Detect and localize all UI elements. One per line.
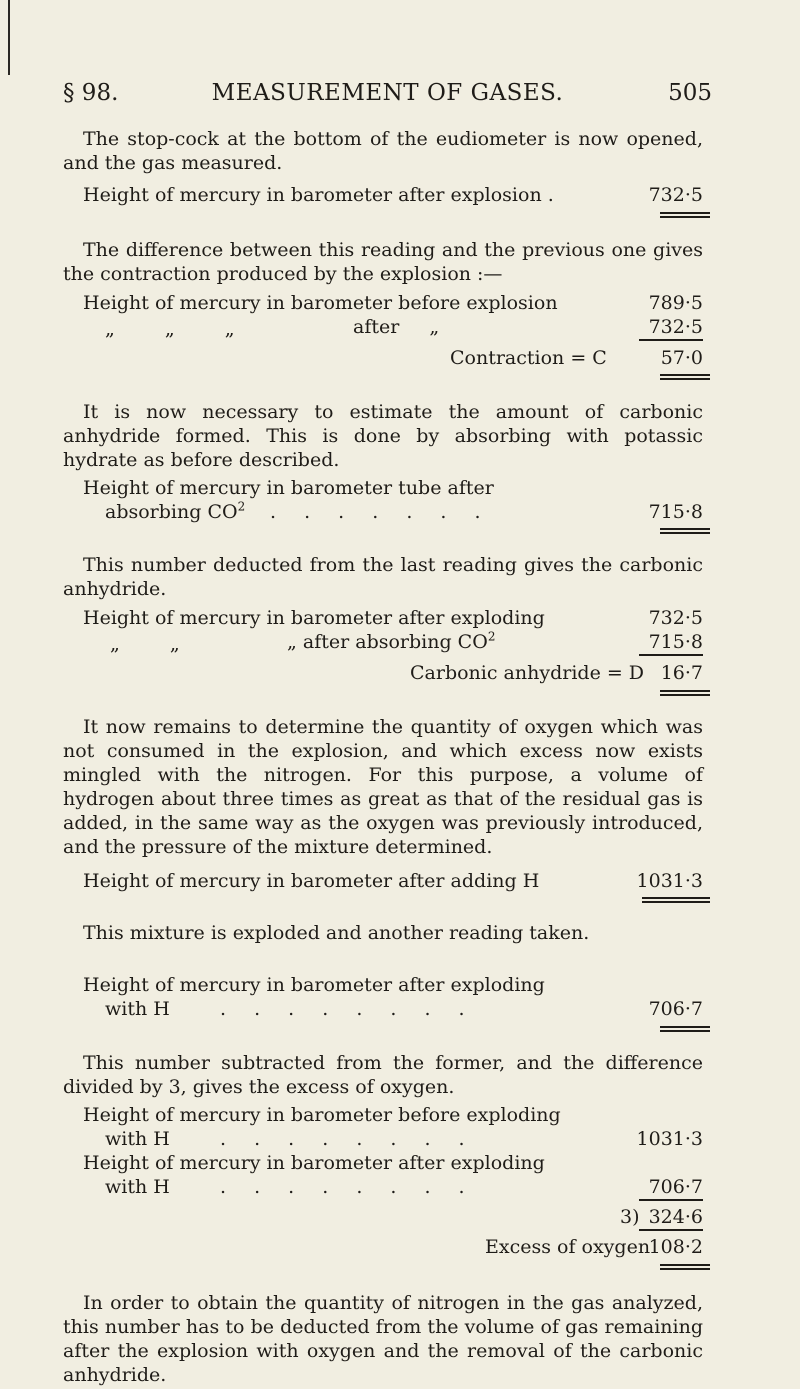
add-h-value: 1031·3 <box>636 870 703 892</box>
excess-row2-label: Height of mercury in barometer after exploding <box>83 1152 545 1174</box>
excess-total-value: 108·2 <box>648 1236 703 1258</box>
paragraph-carbonic: It is now necessary to estimate the amount of carbonic anhydride formed. This is done by absorbing with potassic hydrate as before described. <box>63 401 703 471</box>
expl-h-label: Height of mercury in barometer after exploding <box>83 974 545 996</box>
excess-row2-label-cont: with H <box>105 1176 170 1198</box>
carbonic-row1-value: 732·5 <box>648 607 703 629</box>
double-rule <box>660 690 710 696</box>
contraction-total-label: Contraction = C <box>450 347 607 369</box>
absorb-row-value: 715·8 <box>648 501 703 523</box>
dot-leader: . . . . . . . . <box>220 998 465 1020</box>
excess-total-label: Excess of oxygen <box>485 1236 651 1258</box>
contraction-row1-label: Height of mercury in barometer before explosion <box>83 292 558 314</box>
dot-leader: . . . . . . . . <box>220 1128 465 1150</box>
row-after-explosion-label: Height of mercury in barometer after explosion . <box>83 184 554 206</box>
add-h-label: Height of mercury in barometer after adding H <box>83 870 540 892</box>
section-number: § 98. <box>63 80 119 106</box>
ditto-marks: „ „ <box>110 633 180 655</box>
page-edge-line <box>8 0 10 75</box>
double-rule <box>660 1026 710 1032</box>
contraction-row1-value: 789·5 <box>648 292 703 314</box>
absorb-row-label: Height of mercury in barometer tube after <box>83 477 494 499</box>
double-rule <box>660 212 710 218</box>
excess-row1-label: Height of mercury in barometer before exploding <box>83 1104 561 1126</box>
double-rule <box>660 1264 710 1270</box>
running-title: MEASUREMENT OF GASES. <box>211 80 564 106</box>
carbonic-row2-label: „ after absorbing $CO^2$ <box>287 629 496 653</box>
excess-difference-value: 324·6 <box>639 1205 703 1231</box>
contraction-row2-value: 732·5 <box>639 315 703 341</box>
paragraph-oxygen: It now remains to determine the quantity of oxygen which was not consumed in the explosion, and which excess now exists mingled with the nitrogen. For this purpose, a volume of hydrogen about three times as great as that of the residual gas is added, in the same way as the oxygen was previously introduced, and the pressure of the mixture determined. <box>63 716 703 858</box>
expl-h-value: 706·7 <box>648 998 703 1020</box>
paragraph-mixture: This mixture is exploded and another reading taken. <box>83 922 590 944</box>
contraction-total-value: 57·0 <box>660 347 703 369</box>
ditto-marks: „ „ „ <box>105 318 235 340</box>
carbonic-row2-value: 715·8 <box>639 630 703 656</box>
paragraph-deducted: This number deducted from the last reading gives the carbonic anhydride. <box>63 554 703 600</box>
carbonic-row1-label: Height of mercury in barometer after exploding <box>83 607 545 629</box>
excess-row1-label-cont: with H <box>105 1128 170 1150</box>
contraction-row2-label: after „ <box>353 316 440 338</box>
row-after-explosion-value: 732·5 <box>648 184 703 206</box>
divisor: 3) <box>620 1206 640 1228</box>
paragraph-subtracted: This number subtracted from the former, and the difference divided by 3, gives the excess of oxygen. <box>63 1052 703 1098</box>
absorb-row-label-cont: absorbing $CO^2$ <box>105 499 246 523</box>
paragraph-nitrogen: In order to obtain the quantity of nitrogen in the gas analyzed, this number has to be deducted from the volume of gas remaining after the explosion with oxygen and the removal of the carbonic anhydride. <box>63 1292 703 1386</box>
double-rule <box>642 897 710 903</box>
expl-h-label-cont: with H <box>105 998 170 1020</box>
dot-leader: . . . . . . . <box>270 501 481 523</box>
page-number: 505 <box>668 80 712 106</box>
excess-row1-value: 1031·3 <box>636 1128 703 1150</box>
carbonic-total-label: Carbonic anhydride = D <box>410 662 645 684</box>
double-rule <box>660 374 710 380</box>
carbonic-total-value: 16·7 <box>660 662 703 684</box>
excess-row2-value: 706·7 <box>639 1175 703 1201</box>
paragraph-difference: The difference between this reading and the previous one gives the contraction produced by the explosion :— <box>63 239 703 285</box>
double-rule <box>660 528 710 534</box>
paragraph-stopcock: The stop-cock at the bottom of the eudiometer is now opened, and the gas measured. <box>63 128 703 174</box>
dot-leader: . . . . . . . . <box>220 1176 465 1198</box>
